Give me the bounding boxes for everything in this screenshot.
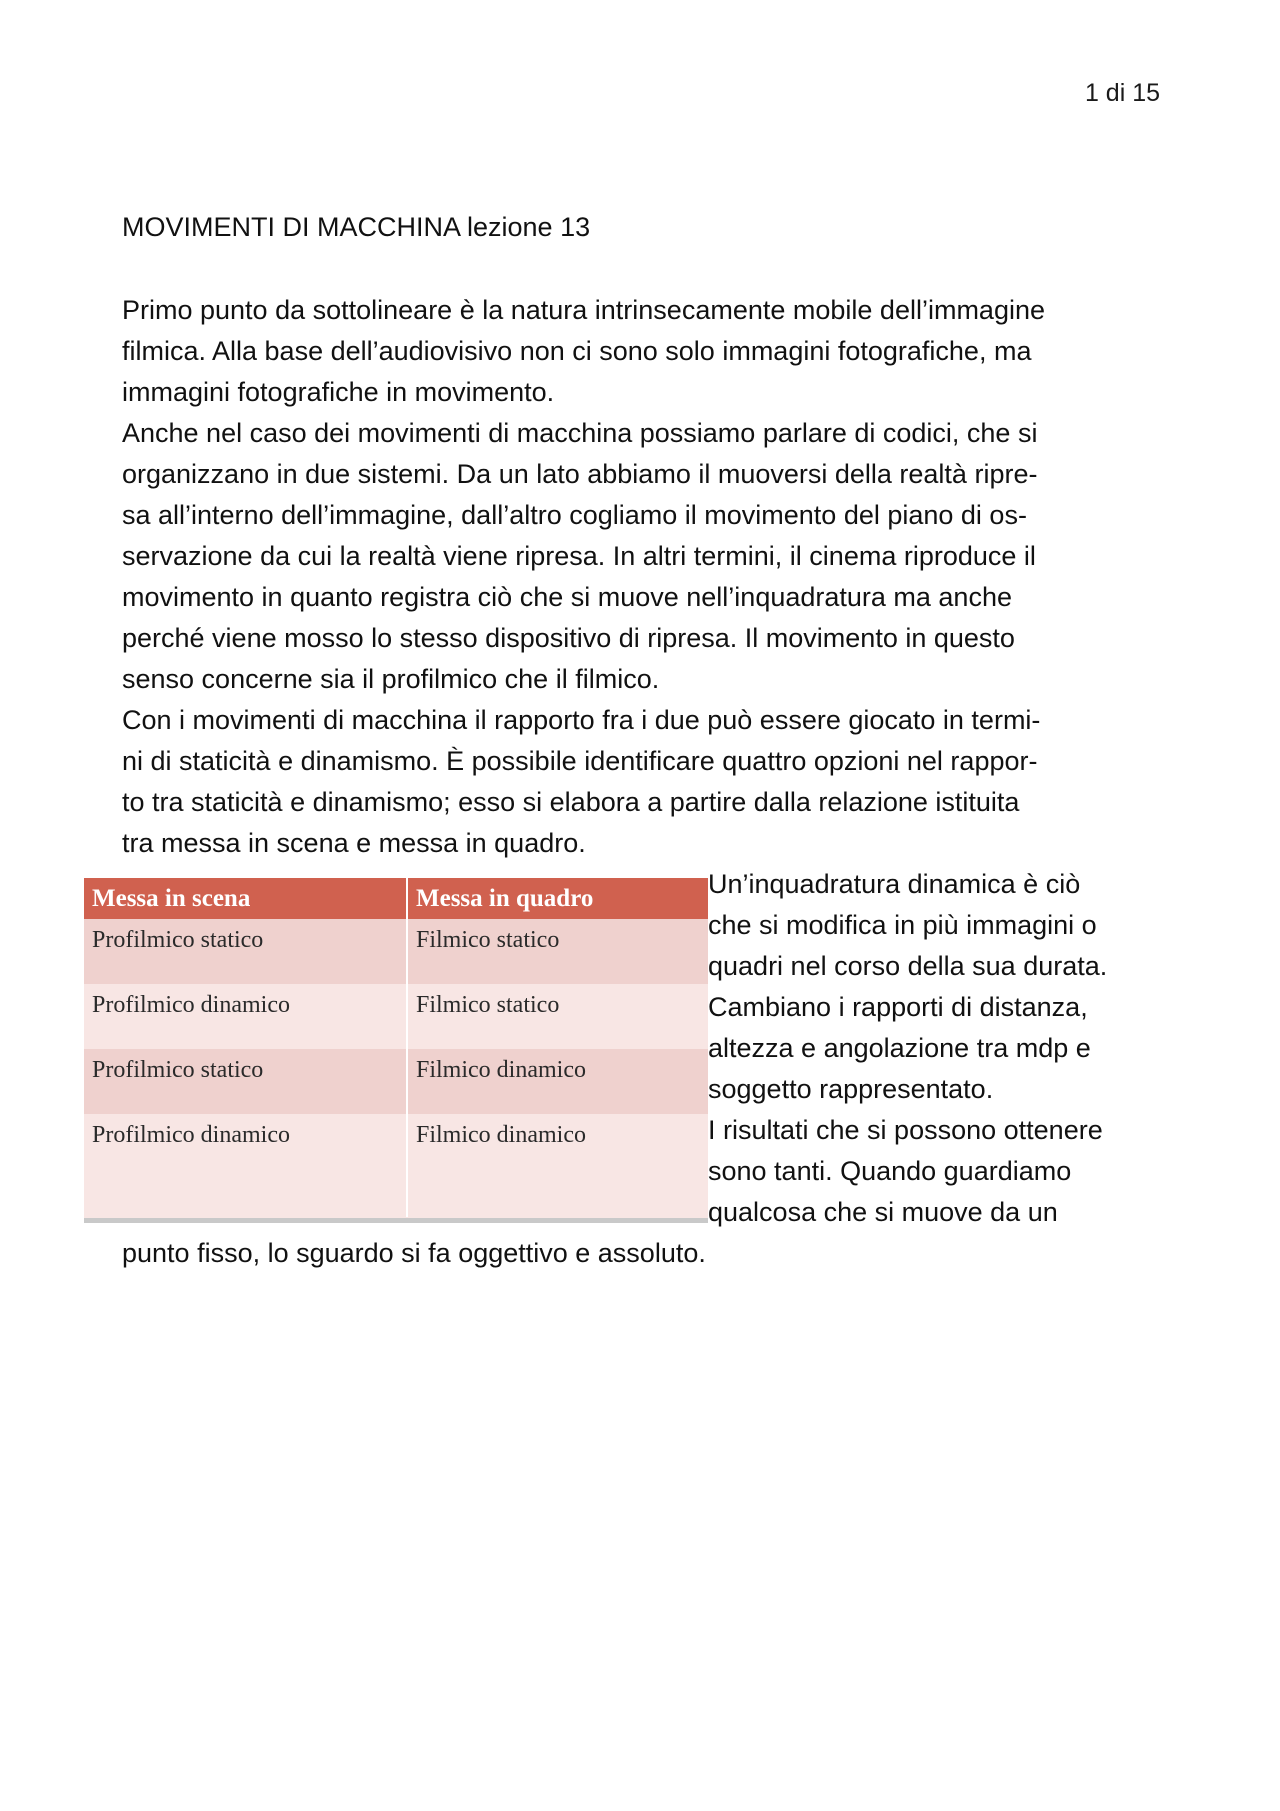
paragraph-line: to tra staticità e dinamismo; esso si elabora a partire dalla relazione istituita — [122, 787, 1020, 817]
side-line: altezza e angolazione tra mdp e — [708, 1033, 1091, 1063]
table-cell: Profilmico dinamico — [84, 1114, 407, 1217]
paragraph-line: organizzano in due sistemi. Da un lato abbiamo il muoversi della realtà ripre- — [122, 459, 1038, 489]
side-line: I risultati che si possono ottenere — [708, 1115, 1103, 1145]
table-cell: Filmico dinamico — [407, 1049, 708, 1114]
table-row — [84, 984, 708, 1049]
paragraph-line: perché viene mosso lo stesso dispositivo di ripresa. Il movimento in questo — [122, 623, 1015, 653]
paragraph-line: movimento in quanto registra ciò che si muove nell’inquadratura ma anche — [122, 582, 1012, 612]
intro-paragraph — [122, 290, 1162, 864]
side-line: quadri nel corso della sua durata. — [708, 951, 1108, 981]
table-cell: Profilmico statico — [84, 919, 407, 984]
side-line: Un’inquadratura dinamica è ciò — [708, 869, 1081, 899]
table-cell: Filmico statico — [407, 984, 708, 1049]
options-table — [84, 878, 708, 1217]
table-row — [84, 1049, 708, 1114]
table-cell: Profilmico statico — [84, 1049, 407, 1114]
header-messa-in-quadro: Messa in quadro — [407, 878, 708, 919]
paragraph-line: sa all’interno dell’immagine, dall’altro cogliamo il movimento del piano di os- — [122, 500, 1027, 530]
table-cell: Filmico statico — [407, 919, 708, 984]
side-line: qualcosa che si muove da un — [708, 1197, 1058, 1227]
page-number: 1 di 15 — [1084, 79, 1160, 107]
paragraph-line: Anche nel caso dei movimenti di macchina possiamo parlare di codici, che si — [122, 418, 1038, 448]
paragraph-line: ni di staticità e dinamismo. È possibile identificare quattro opzioni nel rappor- — [122, 746, 1038, 776]
paragraph-line: tra messa in scena e messa in quadro. — [122, 828, 586, 858]
side-line: soggetto rappresentato. — [708, 1074, 994, 1104]
document-title: MOVIMENTI DI MACCHINA lezione 13 — [122, 212, 591, 242]
table-row — [84, 1114, 708, 1217]
paragraph-line: senso concerne sia il profilmico che il filmico. — [122, 664, 660, 694]
side-line: sono tanti. Quando guardiamo — [708, 1156, 1072, 1186]
header-messa-in-scena: Messa in scena — [84, 878, 407, 919]
table-cell: Profilmico dinamico — [84, 984, 407, 1049]
table-header-row — [84, 878, 708, 919]
table-row — [84, 919, 708, 984]
paragraph-line: filmica. Alla base dell’audiovisivo non ci sono solo immagini fotografiche, ma — [122, 336, 1032, 366]
side-line: Cambiano i rapporti di distanza, — [708, 992, 1088, 1022]
paragraph-line: Con i movimenti di macchina il rapporto fra i due può essere giocato in termi- — [122, 705, 1041, 735]
table-cell: Filmico dinamico — [407, 1114, 708, 1217]
paragraph-line: servazione da cui la realtà viene ripresa. In altri termini, il cinema riproduce il — [122, 541, 1036, 571]
side-line: che si modifica in più immagini o — [708, 910, 1097, 940]
side-paragraph — [708, 864, 1178, 1233]
staticity-dynamism-table — [84, 878, 708, 1223]
paragraph-line: immagini fotografiche in movimento. — [122, 377, 555, 407]
paragraph-line: Primo punto da sottolineare è la natura intrinsecamente mobile dell’immagine — [122, 295, 1045, 325]
closing-line: punto fisso, lo sguardo si fa oggettivo e assoluto. — [122, 1238, 706, 1268]
